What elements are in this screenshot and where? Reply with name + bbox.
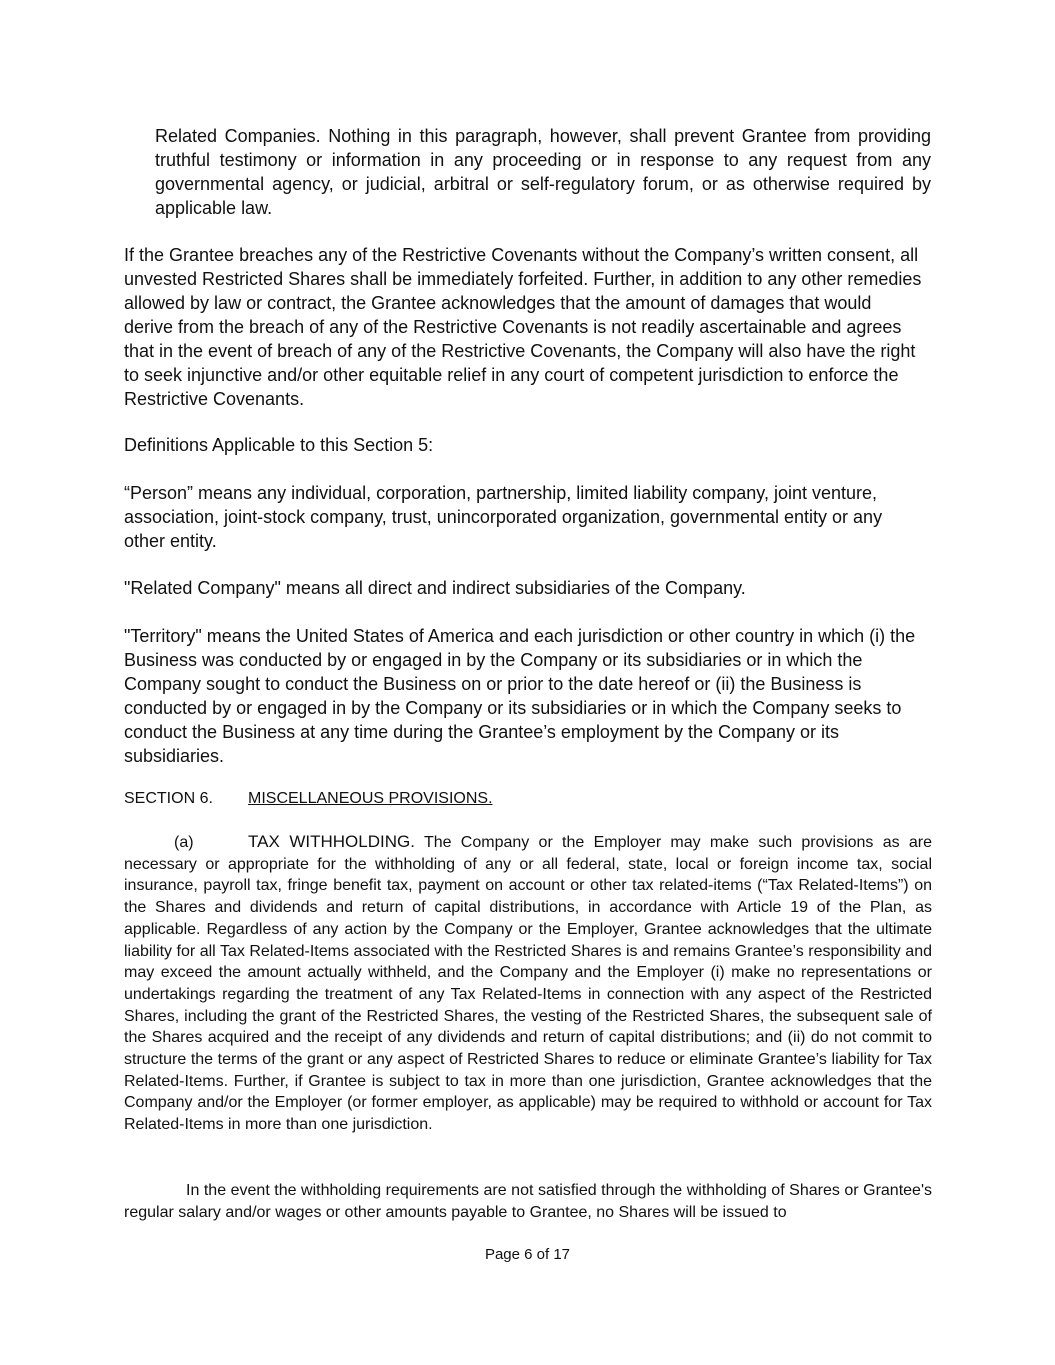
tax-withholding-title: TAX WITHHOLDING. <box>248 832 415 851</box>
territory-definition: "Territory" means the United States of America and each jurisdiction or other country in which (i) the Business was conducted by or engaged in by the Company or its subsidiaries or in which the Company sought to conduct the Business on or prior to the date hereof or (ii) the Business is conducted by or engaged in by the Company or its subsidiaries or in which the Company seeks to conduct the Business at any time during the Grantee’s employment by the Company or its subsidiaries. <box>124 626 916 766</box>
section-6-label: SECTION 6. <box>124 790 213 807</box>
tax-withholding-body: The Company or the Employer may make such provisions as are necessary or appropriate for the withholding of any or all federal, state, local or foreign income tax, social insurance, payroll tax, fringe benefit tax, payment on account or other tax related-items (“Tax Related-Items”) on the Shares and dividends and return of capital distributions, in accordance with Article 19 of the Plan, as applicable. Regardless of any action by the Company or the Employer, Grantee acknowledges that the ultimate liability for all Tax Related-Items associated with the Restricted Shares is and remains Grantee’s responsibility and may exceed the amount actually withheld, and the Company and the Employer (i) make no representations or undertakings regarding the treatment of any Tax Related-Items in connection with any aspect of the Restricted Shares, including the grant of the Restricted Shares, the vesting of the Restricted Shares, the subsequent sale of the Shares acquired and the receipt of any dividends and return of capital distributions; and (ii) do not commit to structure the terms of the grant or any aspect of Restricted Shares to reduce or eliminate Grantee’s liability for Tax Related-Items. Further, if Grantee is subject to tax in more than one jurisdiction, Grantee acknowledges that the Company and/or the Employer (or former employer, as applicable) may be required to withhold or account for Tax Related-Items in more than one jurisdiction. <box>124 834 932 1134</box>
breach-remedies-paragraph: If the Grantee breaches any of the Restrictive Covenants without the Company’s written consent, all unvested Restricted Shares shall be immediately forfeited. Further, in addition to any other remedies allowed by law or contract, the Grantee acknowledges that the amount of damages that would derive from the breach of any of the Restrictive Covenants is not readily ascertainable and agrees that in the event of breach of any of the Restrictive Covenants, the Company will also have the right to seek injunctive and/or other equitable relief in any court of competent jurisdiction to enforce the Restrictive Covenants. <box>124 245 922 409</box>
section-6-heading <box>124 789 493 809</box>
tax-withholding-paragraph <box>124 831 932 1136</box>
page-number: Page 6 of 17 <box>484 1246 571 1263</box>
related-company-definition: "Related Company" means all direct and indirect subsidiaries of the Company. <box>124 578 746 598</box>
definitions-intro: Definitions Applicable to this Section 5: <box>124 435 434 455</box>
related-companies-paragraph: Related Companies. Nothing in this paragraph, however, shall prevent Grantee from providing truthful testimony or information in any proceeding or in response to any request from any governmental agency, or judicial, arbitral or self-regulatory forum, or as otherwise required by applicable law. <box>155 126 931 218</box>
section-6-title: MISCELLANEOUS PROVISIONS. <box>248 790 493 807</box>
person-definition: “Person” means any individual, corporation, partnership, limited liability company, joint venture, association, joint-stock company, trust, unincorporated organization, governmental entity or any other entity. <box>124 483 883 551</box>
tax-withholding-label: (a) <box>174 834 194 851</box>
withholding-continuation-paragraph: In the event the withholding requirements are not satisfied through the withholding of Shares or Grantee's regular salary and/or wages or other amounts payable to Grantee, no Shares will be issued to <box>124 1182 932 1221</box>
